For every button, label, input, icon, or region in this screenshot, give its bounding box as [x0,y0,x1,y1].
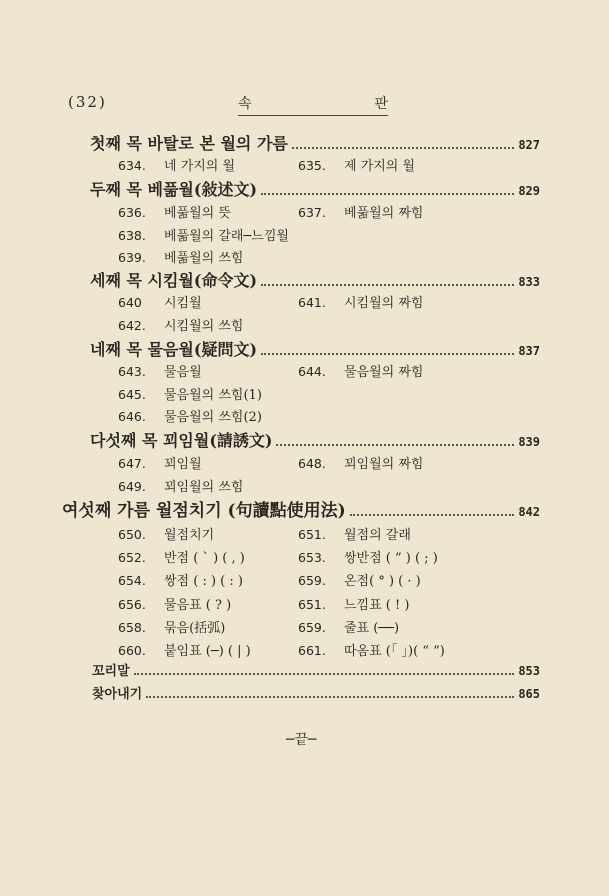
toc-item: 646. 물음월의 쓰힘(2) [118,409,262,425]
toc-item: 656. 물음표 ( ? ) [118,597,232,613]
toc-item: 653. 쌍반점 ( ” ) ( ; ) [298,550,438,566]
toc-item: 636. 베풂월의 뜻 [118,205,231,221]
toc-item: 651. 월점의 갈래 [298,527,411,543]
toc-item: 661. 따옴표 (「 」)( “ ”) [298,643,445,659]
toc-item: 640 시킴월 [118,295,202,311]
toc-item: 642. 시킴월의 쓰힘 [118,318,244,334]
toc-item: 647. 꾀임월 [118,456,202,472]
toc-item: 638. 베풂월의 갈래─느낌월 [118,228,289,244]
chapter-heading: 네째 목 물음월(疑問文) 837 [90,340,540,359]
toc-item: 654. 쌍점 ( : ) ( : ) [118,573,243,589]
section-heading: 여섯째 가름 월점치기 (句讀點使用法) 842 [62,501,540,521]
toc-item: 648. 꾀임월의 짜힘 [298,456,424,472]
toc-item: 660. 붙임표 (─) ( | ) [118,643,251,659]
toc-item: 659. 온점( ° ) ( · ) [298,573,421,589]
index-entry: 찾아내기 865 [92,687,540,702]
toc-item: 644. 물음월의 짜힘 [298,364,424,380]
toc-item: 652. 반점 ( ` ) ( , ) [118,550,245,566]
toc-item: 634. 네 가지의 월 [118,158,236,174]
toc-item: 645. 물음월의 쓰힘(1) [118,387,262,403]
chapter-heading: 다섯째 목 꾀임월(請誘文) 839 [90,431,540,450]
toc-item: 635. 제 가지의 월 [298,158,416,174]
toc-item: 651. 느낌표 ( ! ) [298,597,410,613]
toc-item: 659. 줄표 (──) [298,620,400,636]
running-head: 속 판 [238,93,388,116]
toc-item: 637. 베풂월의 짜힘 [298,205,424,221]
toc-item: 641. 시킴월의 짜힘 [298,295,424,311]
toc-item: 658. 묶음(括弧) [118,620,226,636]
toc-item: 649. 꾀임월의 쓰힘 [118,479,244,495]
toc-item: 639. 베풂월의 쓰힘 [118,250,244,266]
toc-item: 643. 물음월 [118,364,202,380]
end-mark: ─끝─ [286,732,317,748]
chapter-heading: 세째 목 시킴월(命令文) 833 [90,271,540,290]
endnote-entry: 꼬리말 853 [92,664,540,679]
page-number: (32) [68,93,107,111]
chapter-heading: 첫째 목 바탈로 본 월의 가름 827 [90,134,540,153]
chapter-heading: 두째 목 베풂월(敍述文) 829 [90,180,540,199]
toc-item: 650. 월점치기 [118,527,215,543]
